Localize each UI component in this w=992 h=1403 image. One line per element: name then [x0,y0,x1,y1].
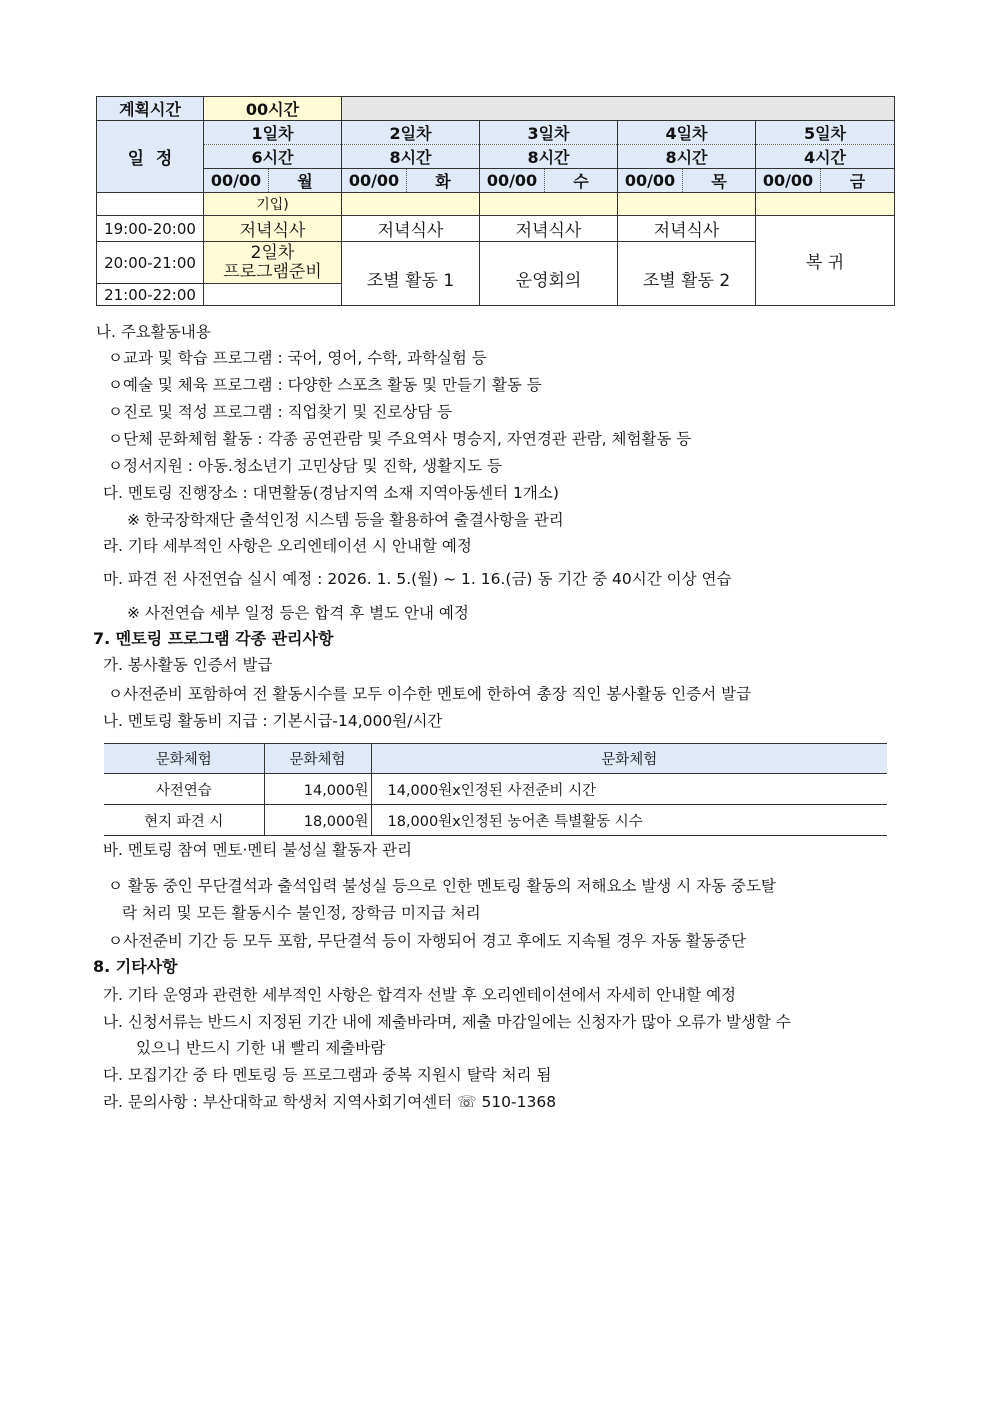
section-da-note: ※ 한국장학재단 출석인정 시스템 등을 활용하여 출결사항을 관리 [127,511,564,529]
section-ra: 라. 기타 세부적인 사항은 오리엔테이션 시 안내할 예정 [103,537,472,555]
day-4-date: 00/00 목 [618,169,756,193]
section-8-na-line1: 나. 신청서류는 반드시 지정된 기간 내에 제출바라며, 제출 마감일에는 신청자가 많아 오류가 발생할 수 [103,1013,791,1031]
day2-dinner: 저녁식사 [342,216,480,242]
fee-type: 사전연습 [104,774,264,805]
day4-dinner: 저녁식사 [618,216,756,242]
fee-header-3: 문화체험 [371,744,887,774]
section-7-ga: 가. 봉사활동 인증서 발급 [103,656,273,674]
fee-table [104,743,887,836]
section-7-ga-item: ㅇ사전준비 포함하여 전 활동시수를 모두 이수한 멘토에 한하여 총장 직인 봉사활동 인증서 발급 [108,685,752,703]
fee-header-2: 문화체험 [264,744,371,774]
table-row [104,774,887,805]
day-3-hours: 8시간 [480,145,618,169]
section-ma: 마. 파견 전 사전연습 실시 예정 : 2026. 1. 5.(월) ~ 1. 16.(금) 동 기간 중 40시간 이상 연습 [103,570,732,588]
partial-row-day4 [618,193,756,216]
partial-row-day5 [756,193,895,216]
plan-time-value: 00시간 [204,97,342,121]
partial-row-day1: 기입) [204,193,342,216]
fee-type: 현지 파견 시 [104,805,264,836]
section-da: 다. 멘토링 진행장소 : 대면활동(경남지역 소재 지역아동센터 1개소) [103,484,559,502]
day1-dinner: 저녁식사 [204,216,342,242]
na-item-4: ㅇ단체 문화체험 활동 : 각종 공연관람 및 주요역사 명승지, 자연경관 관람, 체험활동 등 [108,430,692,448]
day1-slot3 [204,284,342,306]
section-8-na-line2: 있으니 반드시 기한 내 빨리 제출바람 [136,1039,386,1057]
na-item-5: ㅇ정서지원 : 아동.청소년기 고민상담 및 진학, 생활지도 등 [108,457,502,475]
fee-amount: 14,000원 [264,774,371,805]
day2-group-activity: 조별 활동 1 [342,242,480,306]
partial-row-day2 [342,193,480,216]
section-7-title: 7. 멘토링 프로그램 각종 관리사항 [93,629,334,648]
time-slot-3: 21:00-22:00 [97,284,204,306]
plan-time-blank [342,97,895,121]
fee-header-1: 문화체험 [104,744,264,774]
day1-program-prep [204,242,342,284]
section-7-ba: 바. 멘토링 참여 멘토·멘티 불성실 활동자 관리 [103,841,412,859]
section-8-ra: 라. 문의사항 : 부산대학교 학생처 지역사회기여센터 ☏ 510-1368 [103,1093,557,1111]
section-7-na: 나. 멘토링 활동비 지급 : 기본시급-14,000원/시간 [103,712,443,730]
section-ma-note: ※ 사전연습 세부 일정 등은 합격 후 별도 안내 예정 [127,604,469,622]
day-1-hours: 6시간 [204,145,342,169]
fee-basis: 18,000원x인정된 농어촌 특별활동 시수 [371,805,887,836]
table-row [104,805,887,836]
partial-row-time [97,193,204,216]
time-slot-2: 20:00-21:00 [97,242,204,284]
partial-row-day3 [480,193,618,216]
day-2-hours: 8시간 [342,145,480,169]
day-1-label: 1일차 [204,121,342,145]
day-5-date: 00/00 금 [756,169,895,193]
fee-table-header [104,744,887,774]
day3-ops-meeting: 운영회의 [480,242,618,306]
section-na-title: 나. 주요활동내용 [96,323,211,341]
section-7-ba-item1-line2: 락 처리 및 모든 활동시수 불인정, 장학금 미지급 처리 [122,904,481,922]
day-3-label: 3일차 [480,121,618,145]
time-slot-1: 19:00-20:00 [97,216,204,242]
na-item-1: ㅇ교과 및 학습 프로그램 : 국어, 영어, 수학, 과학실험 등 [108,349,487,367]
section-7-ba-item1-line1: ㅇ 활동 중인 무단결석과 출석입력 불성실 등으로 인한 멘토링 활동의 저해요소 발생 시 자동 중도탈 [108,877,776,895]
day-4-label: 4일차 [618,121,756,145]
day1-prep-line2: 프로그램준비 [223,261,322,282]
fee-basis: 14,000원x인정된 사전준비 시간 [371,774,887,805]
section-8-title: 8. 기타사항 [93,957,178,976]
day4-group-activity: 조별 활동 2 [618,242,756,306]
na-item-2: ㅇ예술 및 체육 프로그램 : 다양한 스포츠 활동 및 만들기 활동 등 [108,376,542,394]
day-2-date: 00/00 화 [342,169,480,193]
day-2-label: 2일차 [342,121,480,145]
day1-prep-line1: 2일차 [250,242,295,263]
fee-amount: 18,000원 [264,805,371,836]
schedule-label: 일 정 [97,121,204,193]
day-1-date: 00/00 월 [204,169,342,193]
schedule-table [96,96,895,306]
day5-return: 복 귀 [756,216,895,306]
day-5-label: 5일차 [756,121,895,145]
section-8-ga: 가. 기타 운영과 관련한 세부적인 사항은 합격자 선발 후 오리엔테이션에서 자세히 안내할 예정 [103,986,737,1004]
day-4-hours: 8시간 [618,145,756,169]
day3-dinner: 저녁식사 [480,216,618,242]
section-7-ba-item2: ㅇ사전준비 기간 등 모두 포함, 무단결석 등이 자행되어 경고 후에도 지속될 경우 자동 활동중단 [108,932,746,950]
plan-time-label: 계획시간 [97,97,204,121]
section-8-da: 다. 모집기간 중 타 멘토링 등 프로그램과 중복 지원시 탈락 처리 됨 [103,1066,552,1084]
na-item-3: ㅇ진로 및 적성 프로그램 : 직업찾기 및 진로상담 등 [108,403,453,421]
day-5-hours: 4시간 [756,145,895,169]
day-3-date: 00/00 수 [480,169,618,193]
